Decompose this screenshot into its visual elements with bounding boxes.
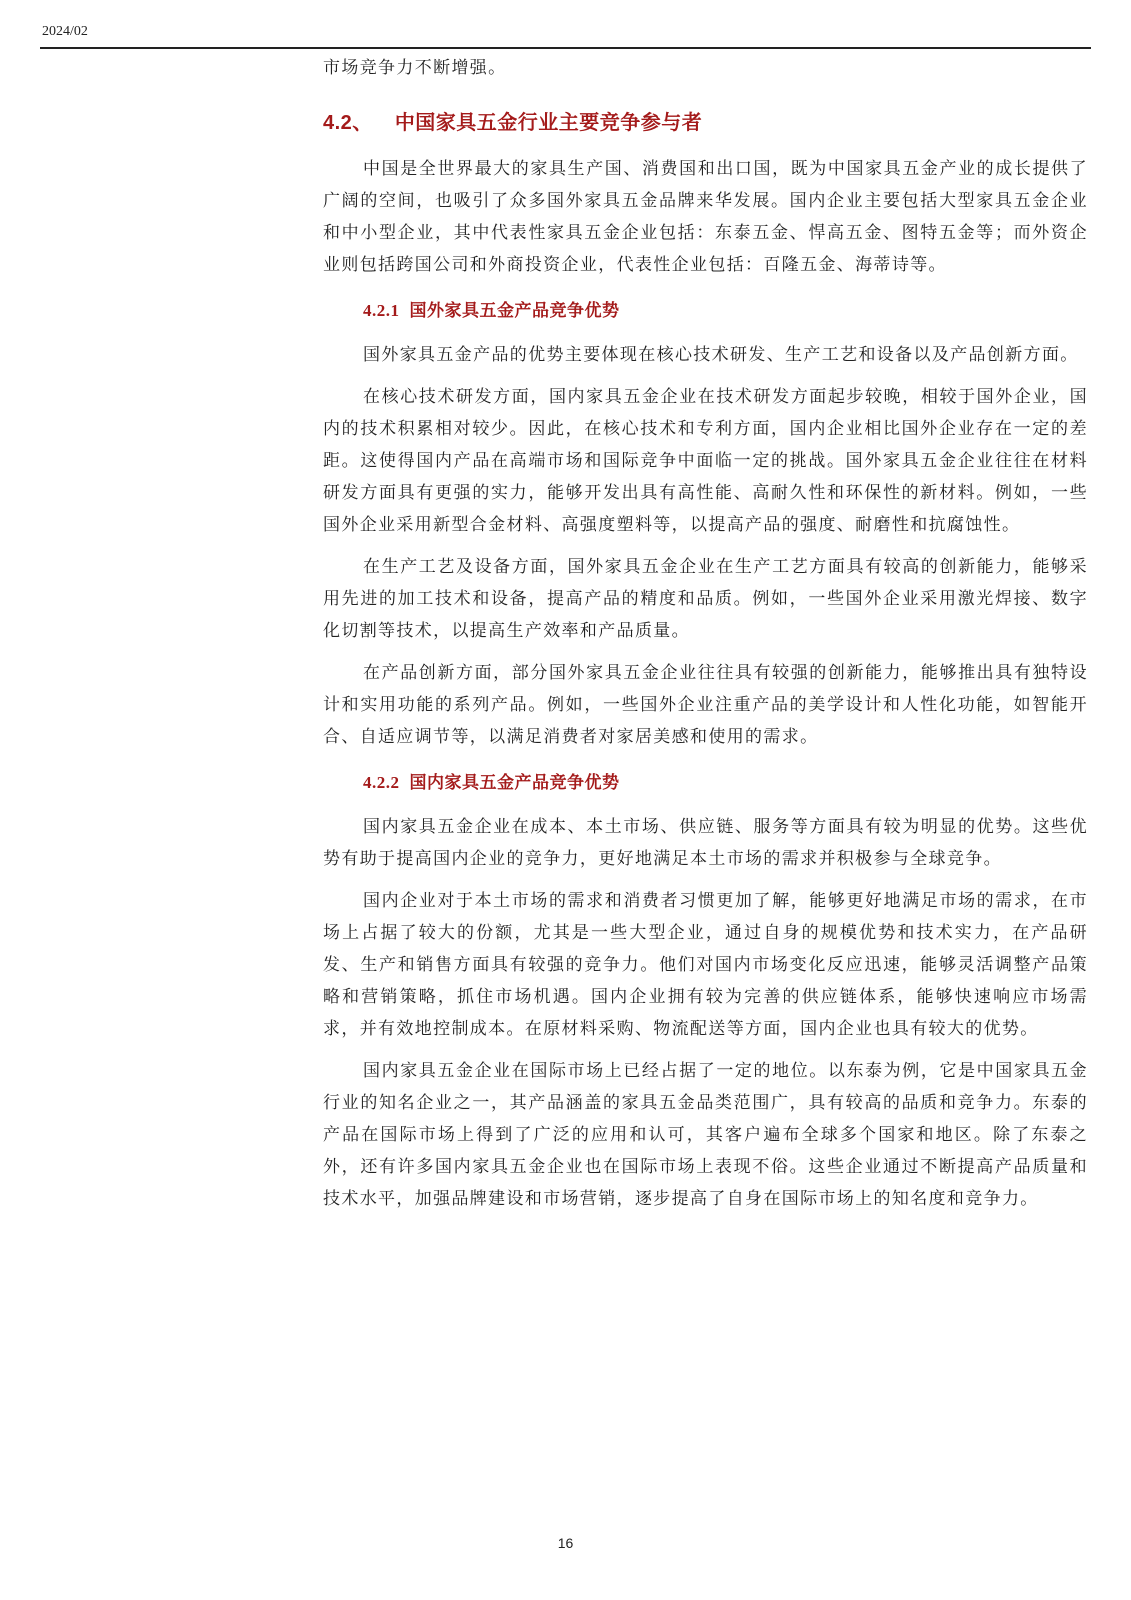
subsection-title: 国外家具五金产品竞争优势 xyxy=(409,301,620,321)
section-number: 4.2、 xyxy=(323,112,373,134)
paragraph: 在产品创新方面，部分国外家具五金企业往往具有较强的创新能力，能够推出具有独特设计和实用功能的系列产品。例如，一些国外企业注重产品的美学设计和人性化功能，如智能开合、自适应调节等，以满足消费者对家居美感和使用的需求。 xyxy=(323,663,1088,747)
subsection-number: 4.2.2 xyxy=(363,773,400,792)
section-intro-paragraph: 中国是全世界最大的家具生产国、消费国和出口国，既为中国家具五金产业的成长提供了广阔的空间，也吸引了众多国外家具五金品牌来华发展。国内企业主要包括大型家具五金企业和中小型企业，其中代表性家具五金企业包括：东泰五金、悍高五金、图特五金等；而外资企业则包括跨国公司和外商投资企业，代表性企业包括：百隆五金、海蒂诗等。 xyxy=(323,159,1088,275)
paragraph: 国外家具五金产品的优势主要体现在核心技术研发、生产工艺和设备以及产品创新方面。 xyxy=(363,345,1079,365)
paragraph: 在核心技术研发方面，国内家具五金企业在技术研发方面起步较晚，相较于国外企业，国内的技术积累相对较少。因此，在核心技术和专利方面，国内企业相比国外企业存在一定的差距。这使得国内产品在高端市场和国际竞争中面临一定的挑战。国外家具五金企业往往在材料研发方面具有更强的实力，能够开发出具有高性能、高耐久性和环保性的新材料。例如，一些国外企业采用新型合金材料、高强度塑料等，以提高产品的强度、耐磨性和抗腐蚀性。 xyxy=(323,387,1088,535)
report-date: 2024/02 xyxy=(42,24,88,39)
subsection-heading-foreign xyxy=(363,295,1088,327)
subsection-title: 国内家具五金产品竞争优势 xyxy=(409,773,620,793)
page-number: 16 xyxy=(557,1535,574,1551)
paragraph: 国内企业对于本土市场的需求和消费者习惯更加了解，能够更好地满足市场的需求，在市场上占据了较大的份额，尤其是一些大型企业，通过自身的规模优势和技术实力，在产品研发、生产和销售方面具有较强的竞争力。他们对国内市场变化反应迅速，能够灵活调整产品策略和营销策略，抓住市场机遇。国内企业拥有较为完善的供应链体系，能够快速响应市场需求，并有效地控制成本。在原材料采购、物流配送等方面，国内企业也具有较大的优势。 xyxy=(323,891,1088,1039)
page-body xyxy=(323,52,1088,1215)
section-heading xyxy=(323,106,1088,139)
subsection-number: 4.2.1 xyxy=(363,301,400,320)
paragraph: 国内家具五金企业在国际市场上已经占据了一定的地位。以东泰为例，它是中国家具五金行业的知名企业之一，其产品涵盖的家具五金品类范围广，具有较高的品质和竞争力。东泰的产品在国际市场上得到了广泛的应用和认可，其客户遍布全球多个国家和地区。除了东泰之外，还有许多国内家具五金企业也在国际市场上表现不俗。这些企业通过不断提高产品质量和技术水平，加强品牌建设和市场营销，逐步提高了自身在国际市场上的知名度和竞争力。 xyxy=(323,1061,1088,1209)
paragraph: 国内家具五金企业在成本、本土市场、供应链、服务等方面具有较为明显的优势。这些优势有助于提高国内企业的竞争力，更好地满足本土市场的需求并积极参与全球竞争。 xyxy=(323,817,1088,869)
paragraph: 在生产工艺及设备方面，国外家具五金企业在生产工艺方面具有较高的创新能力，能够采用先进的加工技术和设备，提高产品的精度和品质。例如，一些国外企业采用激光焊接、数字化切割等技术，以提高生产效率和产品质量。 xyxy=(323,557,1088,641)
subsection-heading-domestic xyxy=(363,767,1088,799)
header-divider xyxy=(40,47,1091,49)
continuation-paragraph: 市场竞争力不断增强。 xyxy=(323,58,507,78)
section-title: 中国家具五金行业主要竞争参与者 xyxy=(394,110,703,134)
